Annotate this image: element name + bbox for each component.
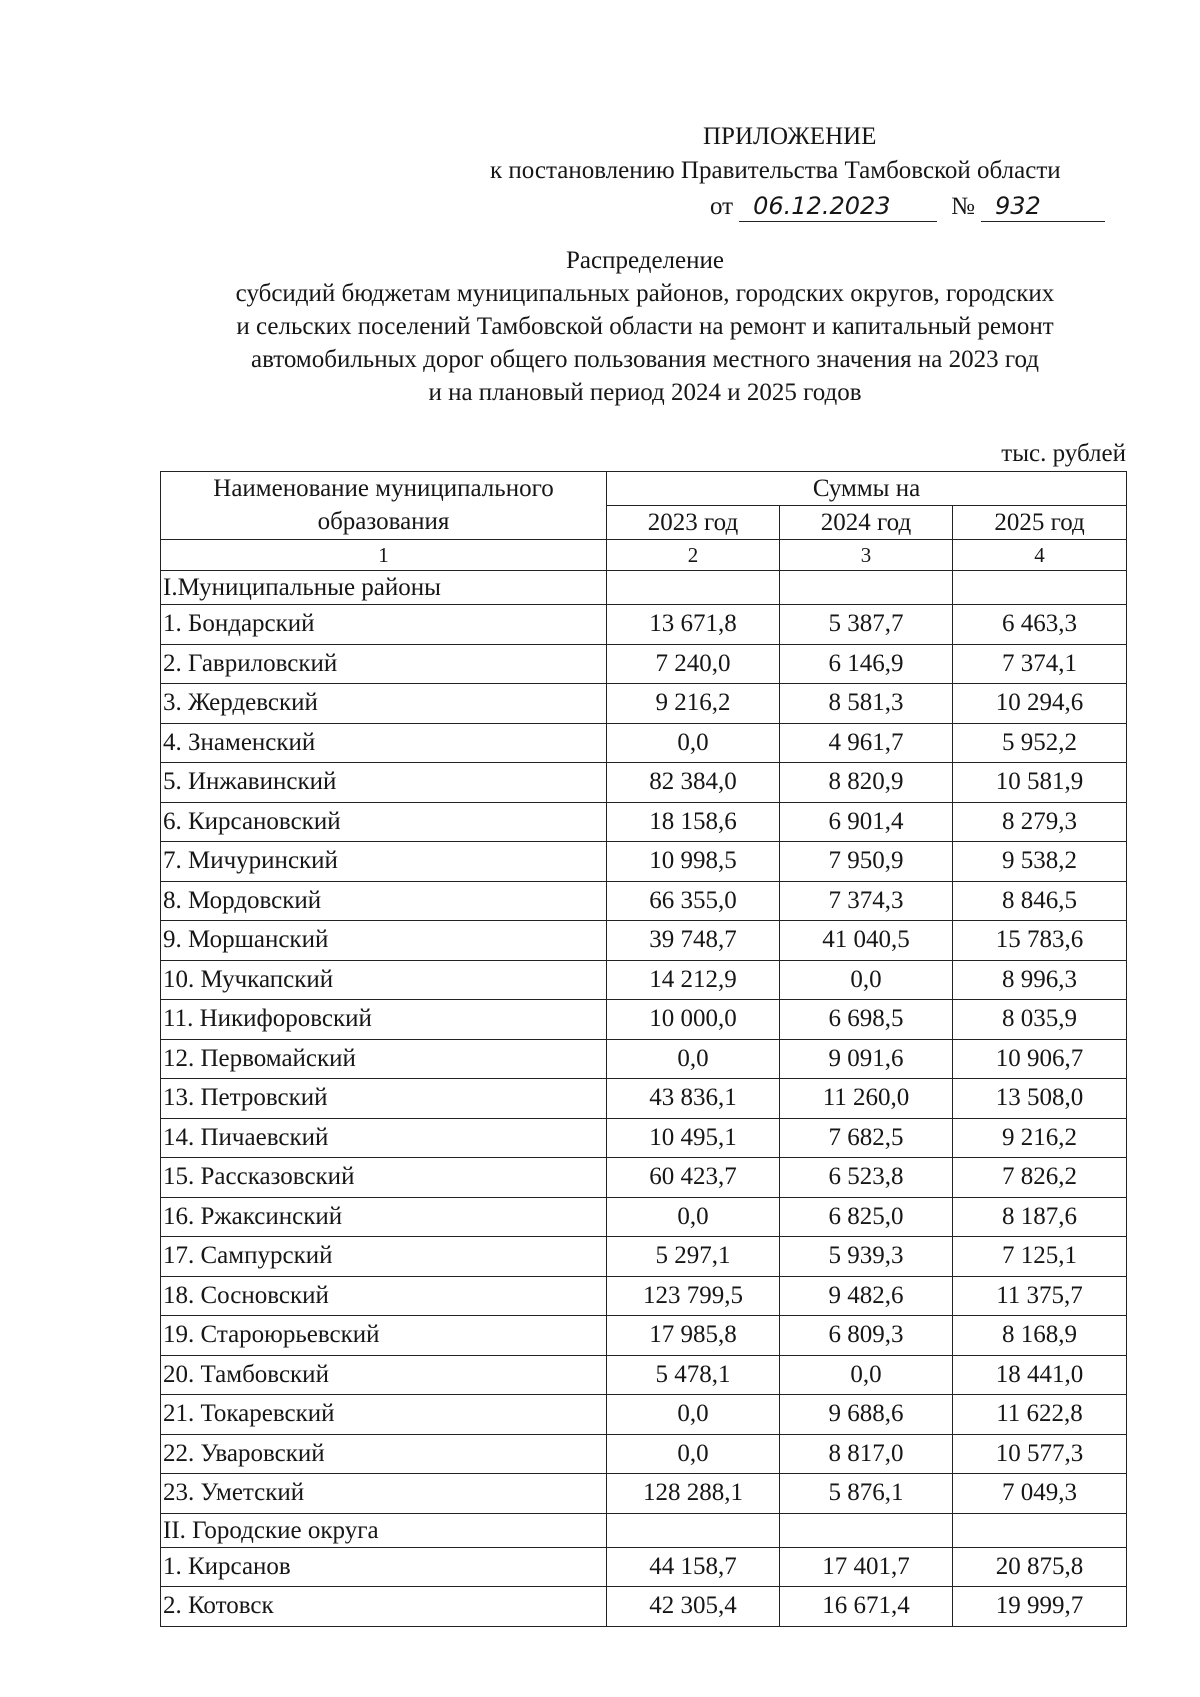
value-2025: 9 538,2 xyxy=(953,842,1127,882)
title-line-5: и на плановый период 2024 и 2025 годов xyxy=(428,379,862,406)
value-2024: 11 260,0 xyxy=(780,1079,953,1119)
value-2025: 8 168,9 xyxy=(953,1316,1127,1356)
table-row xyxy=(161,1395,1127,1435)
municipality-name: 10. Мучкапский xyxy=(161,960,607,1000)
value-2024: 0,0 xyxy=(780,1355,953,1395)
value-2025: 10 577,3 xyxy=(953,1434,1127,1474)
section-empty-cell xyxy=(607,1513,780,1547)
section-row xyxy=(161,1513,1127,1547)
table-row xyxy=(161,802,1127,842)
municipality-name: 11. Никифоровский xyxy=(161,1000,607,1040)
value-2025: 6 463,3 xyxy=(953,605,1127,645)
municipality-name: 9. Моршанский xyxy=(161,921,607,961)
value-2024: 41 040,5 xyxy=(780,921,953,961)
value-2025: 5 952,2 xyxy=(953,723,1127,763)
table-row xyxy=(161,644,1127,684)
value-2025: 19 999,7 xyxy=(953,1587,1127,1627)
decree-number: 932 xyxy=(981,191,1105,222)
appendix-subtitle: к постановлению Правительства Тамбовской области xyxy=(490,157,1061,184)
section-empty-cell xyxy=(780,571,953,605)
value-2023: 42 305,4 xyxy=(607,1587,780,1627)
col-header-name: Наименование муниципального образования xyxy=(161,472,607,540)
value-2023: 7 240,0 xyxy=(607,644,780,684)
value-2025: 18 441,0 xyxy=(953,1355,1127,1395)
value-2023: 43 836,1 xyxy=(607,1079,780,1119)
value-2023: 0,0 xyxy=(607,1197,780,1237)
appendix-title: ПРИЛОЖЕНИЕ xyxy=(703,123,877,150)
value-2024: 8 820,9 xyxy=(780,763,953,803)
value-2024: 6 809,3 xyxy=(780,1316,953,1356)
value-2024: 7 682,5 xyxy=(780,1118,953,1158)
value-2023: 5 297,1 xyxy=(607,1237,780,1277)
col-header-2025: 2025 год xyxy=(953,506,1127,540)
municipality-name: 16. Ржаксинский xyxy=(161,1197,607,1237)
table-row xyxy=(161,763,1127,803)
title-line-3: и сельских поселений Тамбовской области на ремонт и капитальный ремонт xyxy=(236,313,1054,340)
value-2024: 6 523,8 xyxy=(780,1158,953,1198)
value-2025: 11 375,7 xyxy=(953,1276,1127,1316)
value-2023: 5 478,1 xyxy=(607,1355,780,1395)
table-row xyxy=(161,1237,1127,1277)
table-row xyxy=(161,723,1127,763)
value-2025: 10 294,6 xyxy=(953,684,1127,724)
municipality-name: 4. Знаменский xyxy=(161,723,607,763)
value-2023: 9 216,2 xyxy=(607,684,780,724)
table-row xyxy=(161,1547,1127,1587)
col-index-4: 4 xyxy=(953,540,1127,571)
municipality-name: 12. Первомайский xyxy=(161,1039,607,1079)
value-2024: 6 146,9 xyxy=(780,644,953,684)
title-line-2: субсидий бюджетам муниципальных районов, городских округов, городских xyxy=(235,280,1055,307)
value-2023: 10 000,0 xyxy=(607,1000,780,1040)
table-row xyxy=(161,1587,1127,1627)
number-prefix: № xyxy=(951,193,975,220)
col-header-2024: 2024 год xyxy=(780,506,953,540)
value-2025: 10 906,7 xyxy=(953,1039,1127,1079)
table-row xyxy=(161,1118,1127,1158)
value-2024: 9 091,6 xyxy=(780,1039,953,1079)
municipality-name: 7. Мичуринский xyxy=(161,842,607,882)
date-prefix: от xyxy=(710,193,734,220)
value-2024: 9 482,6 xyxy=(780,1276,953,1316)
table-row xyxy=(161,605,1127,645)
document-title xyxy=(100,244,1190,409)
value-2024: 5 939,3 xyxy=(780,1237,953,1277)
municipality-name: 6. Кирсановский xyxy=(161,802,607,842)
title-line-1: Распределение xyxy=(566,247,724,274)
value-2025: 7 826,2 xyxy=(953,1158,1127,1198)
value-2024: 8 817,0 xyxy=(780,1434,953,1474)
table-row xyxy=(161,881,1127,921)
value-2024: 8 581,3 xyxy=(780,684,953,724)
municipality-name: 8. Мордовский xyxy=(161,881,607,921)
table-row xyxy=(161,1276,1127,1316)
municipality-name: 15. Рассказовский xyxy=(161,1158,607,1198)
table-row xyxy=(161,1197,1127,1237)
value-2025: 8 279,3 xyxy=(953,802,1127,842)
value-2023: 82 384,0 xyxy=(607,763,780,803)
table-body xyxy=(161,571,1127,1627)
value-2023: 0,0 xyxy=(607,1039,780,1079)
value-2025: 8 846,5 xyxy=(953,881,1127,921)
municipality-name: 2. Гавриловский xyxy=(161,644,607,684)
section-label: I.Муниципальные районы xyxy=(161,571,607,605)
section-empty-cell xyxy=(953,571,1127,605)
value-2023: 18 158,6 xyxy=(607,802,780,842)
value-2025: 15 783,6 xyxy=(953,921,1127,961)
municipality-name: 22. Уваровский xyxy=(161,1434,607,1474)
value-2023: 66 355,0 xyxy=(607,881,780,921)
table-row xyxy=(161,1000,1127,1040)
col-header-2023: 2023 год xyxy=(607,506,780,540)
value-2023: 0,0 xyxy=(607,1395,780,1435)
table-row xyxy=(161,1316,1127,1356)
subsidy-table xyxy=(160,471,1127,1627)
table-row xyxy=(161,1434,1127,1474)
section-row xyxy=(161,571,1127,605)
value-2024: 4 961,7 xyxy=(780,723,953,763)
table-row xyxy=(161,1158,1127,1198)
municipality-name: 14. Пичаевский xyxy=(161,1118,607,1158)
table-row xyxy=(161,960,1127,1000)
col-index-3: 3 xyxy=(780,540,953,571)
municipality-name: 2. Котовск xyxy=(161,1587,607,1627)
table-row xyxy=(161,684,1127,724)
value-2025: 11 622,8 xyxy=(953,1395,1127,1435)
value-2025: 8 996,3 xyxy=(953,960,1127,1000)
value-2024: 16 671,4 xyxy=(780,1587,953,1627)
municipality-name: 19. Староюрьевский xyxy=(161,1316,607,1356)
municipality-name: 18. Сосновский xyxy=(161,1276,607,1316)
col-header-sums: Суммы на xyxy=(607,472,1127,506)
municipality-name: 5. Инжавинский xyxy=(161,763,607,803)
value-2024: 6 825,0 xyxy=(780,1197,953,1237)
value-2025: 7 125,1 xyxy=(953,1237,1127,1277)
value-2025: 20 875,8 xyxy=(953,1547,1127,1587)
municipality-name: 21. Токаревский xyxy=(161,1395,607,1435)
municipality-name: 3. Жердевский xyxy=(161,684,607,724)
value-2023: 60 423,7 xyxy=(607,1158,780,1198)
value-2025: 13 508,0 xyxy=(953,1079,1127,1119)
value-2024: 17 401,7 xyxy=(780,1547,953,1587)
value-2023: 0,0 xyxy=(607,723,780,763)
value-2024: 7 950,9 xyxy=(780,842,953,882)
municipality-name: 20. Тамбовский xyxy=(161,1355,607,1395)
section-empty-cell xyxy=(607,571,780,605)
units-label: тыс. рублей xyxy=(1001,440,1126,467)
value-2025: 8 187,6 xyxy=(953,1197,1127,1237)
section-empty-cell xyxy=(953,1513,1127,1547)
table-row xyxy=(161,1474,1127,1514)
value-2023: 13 671,8 xyxy=(607,605,780,645)
municipality-name: 1. Бондарский xyxy=(161,605,607,645)
value-2024: 6 901,4 xyxy=(780,802,953,842)
table-row xyxy=(161,1355,1127,1395)
col-index-1: 1 xyxy=(161,540,607,571)
table-row xyxy=(161,921,1127,961)
municipality-name: 13. Петровский xyxy=(161,1079,607,1119)
value-2023: 123 799,5 xyxy=(607,1276,780,1316)
table-row xyxy=(161,1079,1127,1119)
value-2025: 8 035,9 xyxy=(953,1000,1127,1040)
value-2024: 5 876,1 xyxy=(780,1474,953,1514)
section-empty-cell xyxy=(780,1513,953,1547)
value-2023: 0,0 xyxy=(607,1434,780,1474)
value-2024: 6 698,5 xyxy=(780,1000,953,1040)
col-index-2: 2 xyxy=(607,540,780,571)
value-2024: 0,0 xyxy=(780,960,953,1000)
value-2023: 10 998,5 xyxy=(607,842,780,882)
value-2023: 39 748,7 xyxy=(607,921,780,961)
municipality-name: 1. Кирсанов xyxy=(161,1547,607,1587)
value-2023: 14 212,9 xyxy=(607,960,780,1000)
value-2025: 10 581,9 xyxy=(953,763,1127,803)
value-2025: 9 216,2 xyxy=(953,1118,1127,1158)
table-row xyxy=(161,842,1127,882)
table-row xyxy=(161,1039,1127,1079)
value-2023: 17 985,8 xyxy=(607,1316,780,1356)
decree-date: 06.12.2023 xyxy=(739,191,937,222)
value-2024: 7 374,3 xyxy=(780,881,953,921)
municipality-name: 23. Уметский xyxy=(161,1474,607,1514)
value-2023: 128 288,1 xyxy=(607,1474,780,1514)
decree-date-line xyxy=(710,190,1105,224)
municipality-name: 17. Сампурский xyxy=(161,1237,607,1277)
value-2025: 7 374,1 xyxy=(953,644,1127,684)
value-2023: 10 495,1 xyxy=(607,1118,780,1158)
value-2025: 7 049,3 xyxy=(953,1474,1127,1514)
value-2024: 9 688,6 xyxy=(780,1395,953,1435)
title-line-4: автомобильных дорог общего пользования местного значения на 2023 год xyxy=(251,346,1039,373)
value-2023: 44 158,7 xyxy=(607,1547,780,1587)
section-label: II. Городские округа xyxy=(161,1513,607,1547)
value-2024: 5 387,7 xyxy=(780,605,953,645)
